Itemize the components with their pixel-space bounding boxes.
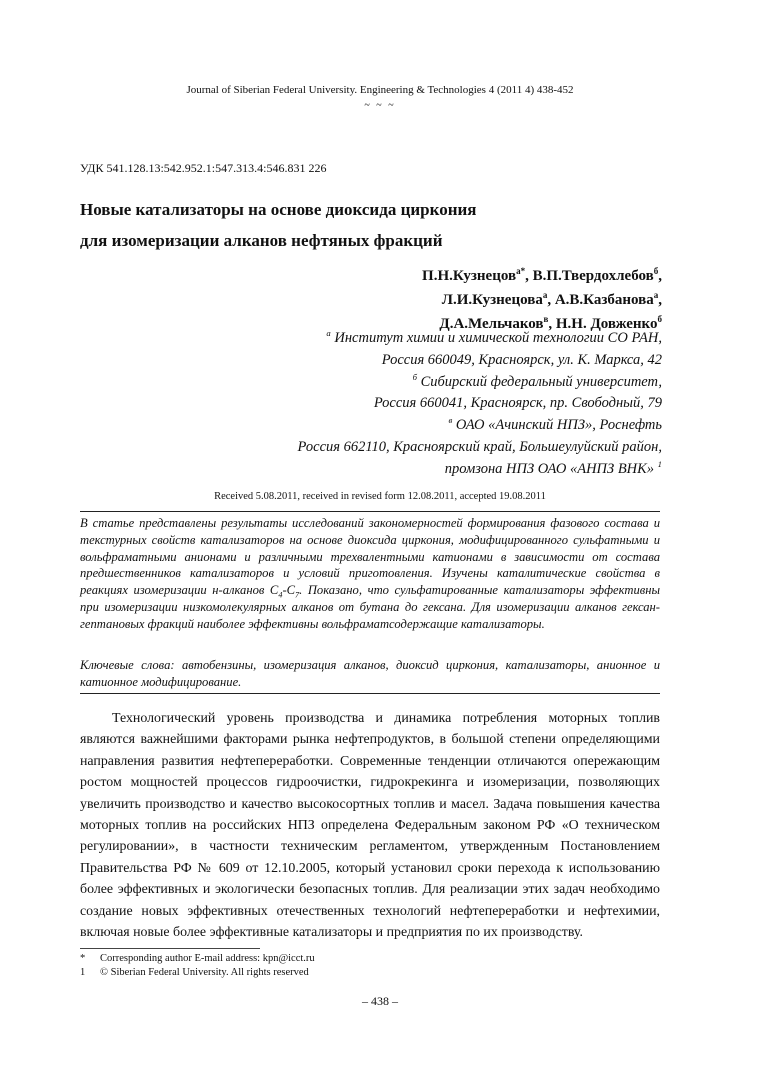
- author-name: Н.Н. Довженко: [555, 316, 658, 332]
- author-name: Д.А.Мельчаков: [439, 316, 544, 332]
- abstract-top-divider: [80, 511, 660, 512]
- footnote-copyright: 1 © Siberian Federal University. All rights reserved: [80, 967, 309, 978]
- footnote-corresponding: * Corresponding author E-mail address: kpn@icct.ru: [80, 953, 315, 964]
- author-line-1: П.Н.Кузнецов$^{а*}$, В.П.Твердохлебов$^б$,: [422, 266, 662, 284]
- author-affil-mark: а: [542, 290, 548, 300]
- author-affil-mark: в: [543, 314, 549, 324]
- affiliation-c: $^в$ ОАО «Ачинский НПЗ», Роснефть: [448, 415, 662, 434]
- header-ornament: ~ ~ ~: [364, 100, 396, 111]
- author-list: [422, 264, 662, 336]
- affiliation-c-address-2: промзона НПЗ ОАО «АНПЗ ВНК» $^1$: [444, 458, 662, 477]
- title-line-2: для изомеризации алканов нефтяных фракций: [80, 231, 443, 250]
- author-name: В.П.Твердохлебов: [532, 268, 654, 284]
- abstract: В статье представлены результаты исследований закономерностей формирования фазового состава и текстурных свойств катализаторов на основе диоксида циркония, модифицированного сульфатными и вольфраматными анионами и различными трехвалентными катионами в зависимости от состава предшественников катализаторов и условий приготовления. Изучены каталитические свойства в реакциях изомеризации н-алканов $С_4-С_7$. Показано, что сульфатированные катализаторы эффективны при изомеризации низкомолекулярных алканов от бутана до гексана. Для изомеризации алканов гексан-гептановых фракций наиболее эффективны вольфраматсодержащие катализаторы.: [80, 516, 661, 631]
- body-paragraph: Технологический уровень производства и динамика потребления моторных топлив являются важнейшими факторами рынка нефтепродуктов, в большой степени определяющими направления развития нефтепереработки. Современные тенденции отличаются опережающим ростом мощностей процессов гидроочистки, гидрокрекинга и изомеризации, позволяющих увеличить производство и качество высокосортных топлив и масел. Задача повышения качества моторных топлив на российских НПЗ определена Федеральным законом РФ «О техническом регулировании», в частности техническим регламентом, утвержденным Постановлением Правительства РФ № 609 от 12.10.2005, который установил сроки перехода к использованию более эффективных и экологически безопасных топлив. Для реализации этих задач необходимо создание новых эффективных отечественных технологий нефтепереработки и нефтехимии, включая новые более эффективные катализаторы и предприятия по их производству.: [80, 711, 660, 941]
- received-dates: Received 5.08.2011, received in revised form 12.08.2011, accepted 19.08.2011: [214, 491, 546, 502]
- journal-header: Journal of Siberian Federal University. Engineering & Technologies 4 (2011 4) 438-452: [186, 84, 574, 96]
- footnote-divider: [80, 948, 260, 949]
- affiliations: [298, 328, 662, 481]
- author-name: А.В.Казбанова: [554, 292, 654, 308]
- udc-code: УДК 541.128.13:542.952.1:547.313.4:546.831 226: [80, 161, 327, 175]
- keywords: Ключевые слова: автобензины, изомеризация алканов, диоксид циркония, катализаторы, анионное и катионное модифицирование.: [80, 658, 660, 689]
- author-name: Л.И.Кузнецова: [441, 292, 543, 308]
- author-affil-mark: а: [653, 290, 659, 300]
- author-name: П.Н.Кузнецов: [422, 268, 517, 284]
- affiliation-c-address: Россия 662110, Красноярский край, Большеулуйский район,: [297, 438, 662, 455]
- affiliation-a-address: Россия 660049, Красноярск, ул. К. Маркса, 42: [381, 351, 662, 368]
- abstract-bottom-divider: [80, 693, 660, 694]
- affiliation-b-address: Россия 660041, Красноярск, пр. Свободный, 79: [373, 395, 662, 412]
- author-affil-mark: б: [653, 266, 659, 276]
- author-affil-mark: а*: [516, 266, 526, 276]
- author-affil-mark: б: [657, 314, 662, 324]
- title-line-1: Новые катализаторы на основе диоксида циркония: [80, 200, 477, 219]
- page-number: – 438 –: [362, 994, 398, 1008]
- paper-title: [80, 194, 680, 256]
- affiliation-b: $^б$ Сибирский федеральный университет,: [412, 371, 662, 390]
- author-line-2: Л.И.Кузнецова$^а$, А.В.Казбанова$^а$,: [441, 290, 662, 308]
- affiliation-a: $^а$ Институт химии и химической технологии СО РАН,: [326, 328, 662, 346]
- author-line-3: Д.А.Мельчаков$^в$, Н.Н. Довженко$^б$: [439, 314, 662, 332]
